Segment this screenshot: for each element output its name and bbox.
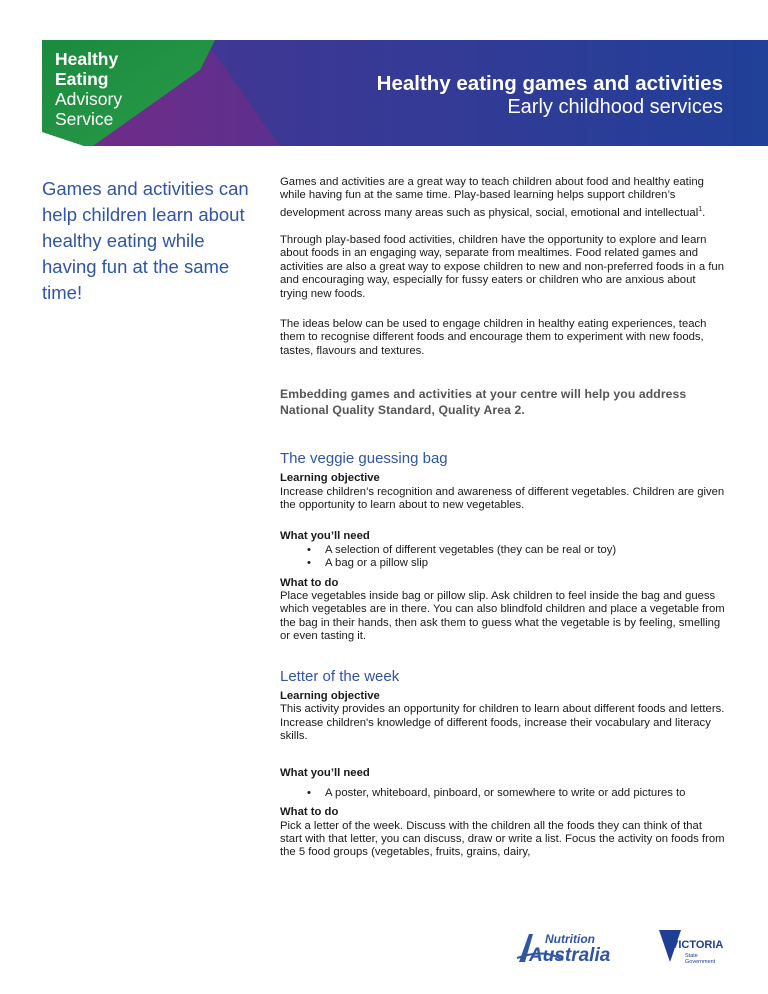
logo-victoria: VICTORIA	[671, 939, 724, 951]
list-item: • A poster, whiteboard, pinboard, or somewhere to write or add pictures to	[280, 787, 725, 800]
logo-line-healthy: Healthy	[55, 49, 119, 69]
section-title: Letter of the week	[280, 667, 400, 685]
page-title: Healthy eating games and activities	[376, 72, 723, 95]
healthy-eating-advisory-service-logo	[55, 49, 122, 129]
quality-standard-callout: Embedding games and activities at your centre will help you address National Quality Standard, Quality Area 2.	[280, 387, 687, 418]
objective-text: Increase children’s recognition and awareness of different vegetables. Children are given the opportunity to learn about to new vegetables.	[280, 485, 725, 512]
pull-quote: Games and activities can help children learn about healthy eating while having fun at the same time!	[42, 178, 249, 303]
page-subtitle: Early childhood services	[507, 96, 723, 118]
footnote-ref: 1	[698, 205, 703, 213]
section-veggie-guessing-bag	[280, 450, 725, 643]
nutrition-australia-logo	[515, 928, 625, 968]
intro-p1-end: .	[702, 206, 706, 219]
todo-label: What to do	[280, 806, 339, 819]
todo-text: Place vegetables inside bag or pillow slip. Ask children to feel inside the bag and guess which vegetables are in there. You can also blindfold children and place a vegetable from the bag in their hands, then ask them to guess what the vegetable is by feeling, smelling or even tasting it.	[280, 590, 725, 643]
logo-government: Government	[685, 959, 716, 965]
logo-state: State	[685, 953, 698, 959]
nutrition-australia-mark	[515, 928, 625, 968]
logo-line-service: Service	[55, 109, 114, 129]
section-letter-of-the-week	[280, 668, 725, 860]
needs-list	[280, 544, 725, 571]
objective-text: This activity provides an opportunity for children to learn about different foods and letters. Increase children's knowledge of different foods, increase their vocabulary and literacy skills.	[280, 703, 725, 742]
section-title: The veggie guessing bag	[280, 450, 448, 468]
list-item: • A bag or a pillow slip	[280, 557, 725, 570]
list-item: • A selection of different vegetables (they can be real or toy)	[280, 544, 725, 557]
needs-list	[280, 787, 725, 800]
intro-p1-text: Games and activities are a great way to teach children about food and healthy eating while having fun at the same time. Play-based learning helps support children’s development across many areas such as physical, social, emotional and intellectual	[280, 176, 704, 219]
logo-line-advisory: Advisory	[55, 89, 123, 109]
victoria-mark	[657, 928, 727, 968]
intro-paragraph-1	[280, 176, 725, 220]
todo-label: What to do	[280, 576, 339, 589]
need-label: What you’ll need	[280, 767, 370, 780]
logo-line-eating: Eating	[55, 69, 109, 89]
main-content	[280, 176, 725, 860]
objective-label: Learning objective	[280, 472, 380, 485]
objective-label: Learning objective	[280, 689, 380, 702]
logo-line-nutrition: Nutrition	[545, 932, 595, 946]
need-label: What you’ll need	[280, 530, 370, 543]
logo-line-australia: Australia	[529, 945, 611, 966]
todo-text: Pick a letter of the week. Discuss with the children all the foods they can think of that start with that letter, you can discuss, draw or write a list. Focus the activity on foods from the 5 food groups (vegetables, fruits, grains, dairy,	[280, 819, 725, 859]
intro-paragraph-2: Through play-based food activities, children have the opportunity to explore and learn about foods in an engaging way, separate from mealtimes. Food related games and activities are also a great way to expose children to new and non-preferred foods in a fun and encouraging way, especially for fussy eaters or children who are anxious about trying new foods.	[280, 233, 724, 300]
intro-paragraph-3: The ideas below can be used to engage children in healthy eating experiences, teach them to recognise different foods and encourage them to experiment with new foods, tastes, flavours and textures.	[280, 318, 707, 357]
victoria-state-government-logo	[657, 928, 727, 968]
